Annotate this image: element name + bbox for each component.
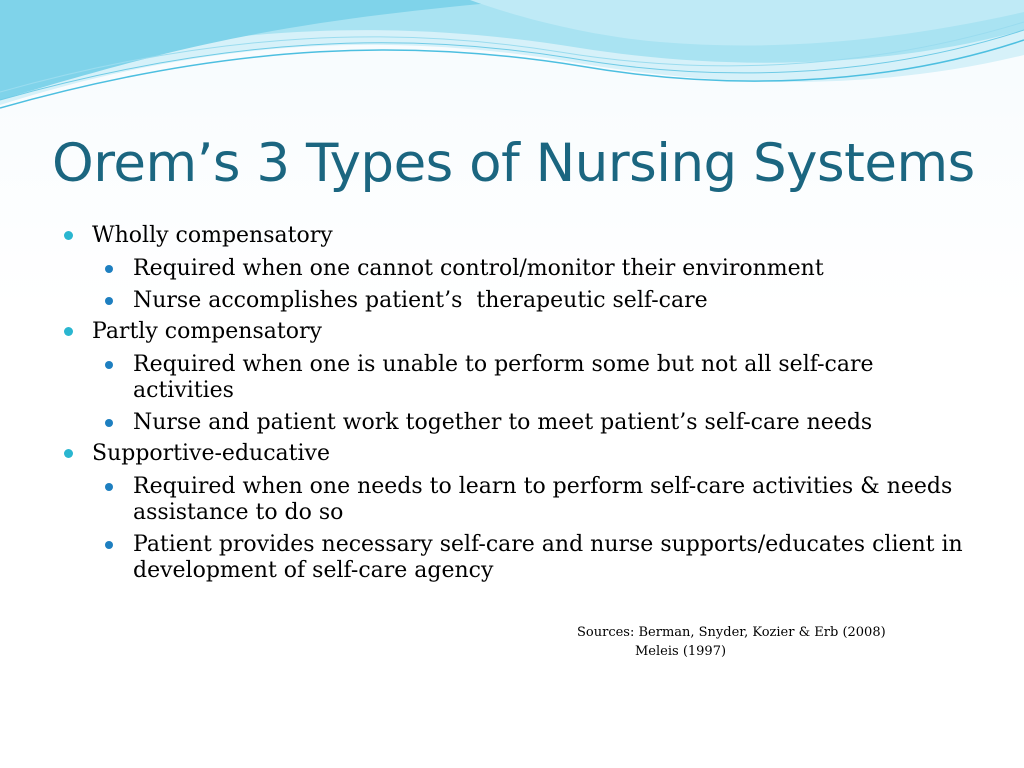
sources-line: Meleis (1997) (635, 644, 727, 659)
sub-bullet-label: Required when one cannot control/monitor their environment (133, 256, 824, 281)
sub-bullet-label: Patient provides necessary self-care and nurse supports/educates client in development of self-care agency (133, 532, 963, 583)
bullet-list (64, 218, 964, 584)
bullet-label: Supportive-educative (92, 441, 330, 466)
bullet-label: Wholly compensatory (92, 223, 333, 248)
bullet-icon (105, 483, 113, 491)
sub-bullet-item (105, 256, 964, 282)
bullet-icon (105, 361, 113, 369)
bullet-icon (64, 449, 73, 458)
sources-citation (577, 623, 997, 661)
bullet-label: Partly compensatory (92, 319, 322, 344)
bullet-icon (105, 541, 113, 549)
sub-bullet-item (105, 474, 964, 526)
bullet-icon (105, 297, 113, 305)
bullet-icon (105, 419, 113, 427)
bullet-icon (64, 231, 73, 240)
bullet-icon (105, 265, 113, 273)
bullet-item-wholly-compensatory (64, 222, 964, 250)
sub-bullet-item (105, 352, 964, 404)
bullet-icon (64, 327, 73, 336)
sub-bullet-label: Nurse and patient work together to meet patient’s self-care needs (133, 410, 873, 435)
slide-title: Orem’s 3 Types of Nursing Systems (52, 133, 975, 194)
sources-line: Sources: Berman, Snyder, Kozier & Erb (2008) (577, 625, 886, 640)
sub-bullet-item (105, 532, 964, 584)
sub-bullet-label: Required when one needs to learn to perform self-care activities & needs assistance to do so (133, 474, 953, 525)
header-wave-decoration (0, 0, 1024, 130)
sub-bullet-label: Nurse accomplishes patient’s therapeutic self-care (133, 288, 708, 313)
sub-bullet-label: Required when one is unable to perform some but not all self-care activities (133, 352, 874, 403)
bullet-item-supportive-educative (64, 440, 964, 468)
sub-bullet-item (105, 288, 964, 314)
bullet-item-partly-compensatory (64, 318, 964, 346)
sub-bullet-item (105, 410, 964, 436)
